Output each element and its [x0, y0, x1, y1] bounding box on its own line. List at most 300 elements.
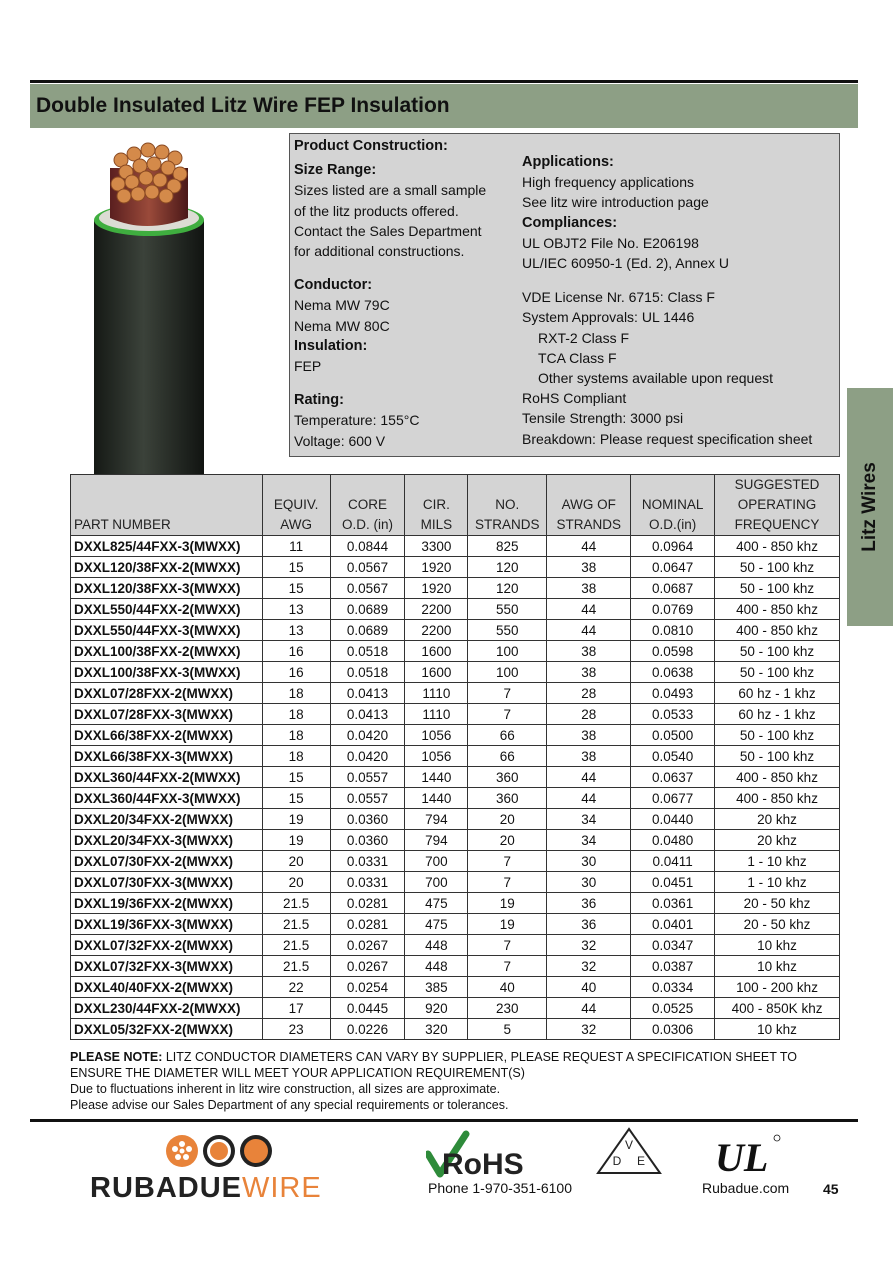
table-row — [71, 914, 840, 935]
table-cell: 400 - 850 khz — [715, 599, 840, 620]
table-cell: 21.5 — [262, 935, 330, 956]
column-header-line: CORE — [347, 497, 387, 512]
table-cell: 120 — [468, 557, 547, 578]
table-cell: 100 — [468, 641, 547, 662]
table-cell: 1110 — [405, 683, 468, 704]
size-range-line: of the litz products offered. — [294, 202, 459, 219]
part-number-cell: DXXL19/36FXX-3(MWXX) — [71, 914, 263, 935]
wordmark-rubadue: RUBADUE — [90, 1172, 242, 1204]
table-cell: 15 — [262, 767, 330, 788]
column-header-line: AWG — [280, 517, 312, 532]
table-cell: 15 — [262, 788, 330, 809]
rohs-text: RoHS — [442, 1148, 524, 1180]
table-cell: 0.0413 — [330, 704, 405, 725]
rohs-logo-icon — [426, 1130, 538, 1180]
table-cell: 22 — [262, 977, 330, 998]
table-cell: 36 — [547, 914, 631, 935]
rubadue-logo-icon — [164, 1133, 274, 1169]
table-cell: 100 — [468, 662, 547, 683]
part-number-cell: DXXL100/38FXX-2(MWXX) — [71, 641, 263, 662]
spec-left-column — [294, 136, 516, 451]
table-row — [71, 620, 840, 641]
vde-logo-icon — [596, 1127, 662, 1177]
table-cell: 0.0445 — [330, 998, 405, 1019]
conductor-heading: Conductor: — [294, 277, 373, 294]
table-cell: 0.0226 — [330, 1019, 405, 1040]
approvals-indented-line: RXT-2 Class F — [538, 329, 630, 346]
table-row — [71, 830, 840, 851]
size-range-line: Sizes listed are a small sample — [294, 182, 487, 199]
table-cell: 0.0420 — [330, 725, 405, 746]
table-cell: 794 — [405, 809, 468, 830]
table-cell: 550 — [468, 620, 547, 641]
product-construction-box — [289, 133, 840, 457]
product-construction-heading: Product Construction: — [294, 138, 448, 154]
table-cell: 40 — [468, 977, 547, 998]
table-cell: 50 - 100 khz — [715, 746, 840, 767]
table-cell: 230 — [468, 998, 547, 1019]
table-cell: 13 — [262, 620, 330, 641]
page-number: 45 — [823, 1181, 839, 1197]
table-cell: 1056 — [405, 746, 468, 767]
table-cell: 28 — [547, 683, 631, 704]
table-cell: 920 — [405, 998, 468, 1019]
table-cell: 11 — [262, 536, 330, 557]
table-cell: 20 — [262, 872, 330, 893]
table-cell: 1440 — [405, 767, 468, 788]
table-header-row — [71, 475, 840, 536]
table-cell: 2200 — [405, 599, 468, 620]
table-cell: 44 — [547, 536, 631, 557]
table-cell: 700 — [405, 872, 468, 893]
table-cell: 0.0267 — [330, 956, 405, 977]
part-number-cell: DXXL07/30FXX-2(MWXX) — [71, 851, 263, 872]
table-cell: 0.0689 — [330, 599, 405, 620]
column-header-line: O.D. (in) — [341, 517, 393, 532]
table-cell: 20 khz — [715, 809, 840, 830]
table-cell: 0.0413 — [330, 683, 405, 704]
part-number-cell: DXXL360/44FXX-3(MWXX) — [71, 788, 263, 809]
table-cell: 0.0360 — [330, 830, 405, 851]
column-header-line: O.D.(in) — [649, 517, 697, 532]
table-cell: 44 — [547, 788, 631, 809]
table-row — [71, 956, 840, 977]
table-cell: 3300 — [405, 536, 468, 557]
table-cell: 550 — [468, 599, 547, 620]
table-cell: 19 — [468, 893, 547, 914]
table-row — [71, 704, 840, 725]
table-cell: 7 — [468, 935, 547, 956]
table-cell: 66 — [468, 725, 547, 746]
compliances-line: UL OBJT2 File No. E206198 — [522, 234, 699, 251]
column-header-line: EQUIV. — [273, 497, 319, 512]
table-cell: 0.0361 — [631, 893, 715, 914]
table-cell: 0.0810 — [631, 620, 715, 641]
table-cell: 20 khz — [715, 830, 840, 851]
final-line: Tensile Strength: 3000 psi — [522, 410, 684, 427]
ul-logo-icon — [713, 1133, 783, 1177]
table-cell: 38 — [547, 578, 631, 599]
approvals-indented-line: TCA Class F — [538, 349, 617, 366]
table-cell: 700 — [405, 851, 468, 872]
part-number-cell: DXXL120/38FXX-2(MWXX) — [71, 557, 263, 578]
table-cell: 50 - 100 khz — [715, 557, 840, 578]
note-line: Due to fluctuations inherent in litz wire construction, all sizes are approximate. — [70, 1082, 501, 1096]
table-cell: 20 - 50 khz — [715, 893, 840, 914]
table-cell: 400 - 850 khz — [715, 536, 840, 557]
table-cell: 0.0647 — [631, 557, 715, 578]
table-cell: 0.0451 — [631, 872, 715, 893]
table-cell: 475 — [405, 893, 468, 914]
table-cell: 794 — [405, 830, 468, 851]
rating-line: Voltage: 600 V — [294, 432, 386, 449]
applications-line: High frequency applications — [522, 174, 694, 191]
column-header-line: SUGGESTED — [734, 477, 820, 492]
column-header-line: AWG OF — [561, 497, 616, 512]
table-cell: 0.0844 — [330, 536, 405, 557]
table-row — [71, 683, 840, 704]
table-cell: 34 — [547, 809, 631, 830]
table-cell: 0.0411 — [631, 851, 715, 872]
table-cell: 50 - 100 khz — [715, 578, 840, 599]
table-cell: 400 - 850 khz — [715, 767, 840, 788]
column-header — [262, 475, 330, 536]
table-cell: 1110 — [405, 704, 468, 725]
table-cell: 0.0493 — [631, 683, 715, 704]
note-line: Please advise our Sales Department of any special requirements or tolerances. — [70, 1098, 509, 1112]
table-cell: 0.0964 — [631, 536, 715, 557]
table-cell: 19 — [262, 809, 330, 830]
table-cell: 38 — [547, 641, 631, 662]
column-header-line: NOMINAL — [641, 497, 704, 512]
table-cell: 0.0331 — [330, 851, 405, 872]
part-number-cell: DXXL40/40FXX-2(MWXX) — [71, 977, 263, 998]
table-cell: 1440 — [405, 788, 468, 809]
table-cell: 825 — [468, 536, 547, 557]
table-cell: 0.0387 — [631, 956, 715, 977]
table-cell: 0.0598 — [631, 641, 715, 662]
table-cell: 448 — [405, 956, 468, 977]
wordmark-wire: WIRE — [242, 1172, 322, 1204]
insulation-heading: Insulation: — [294, 337, 368, 354]
table-cell: 19 — [468, 914, 547, 935]
table-row — [71, 725, 840, 746]
column-header-line: FREQUENCY — [734, 517, 820, 532]
part-number-cell: DXXL07/28FXX-2(MWXX) — [71, 683, 263, 704]
table-cell: 44 — [547, 620, 631, 641]
approvals-line: VDE License Nr. 6715: Class F — [522, 289, 715, 306]
column-header — [547, 475, 631, 536]
table-cell: 18 — [262, 746, 330, 767]
rating-line: Temperature: 155°C — [294, 412, 420, 429]
table-cell: 32 — [547, 1019, 631, 1040]
table-cell: 2200 — [405, 620, 468, 641]
table-cell: 0.0334 — [631, 977, 715, 998]
table-cell: 0.0518 — [330, 641, 405, 662]
column-header-line: OPERATING — [737, 497, 817, 512]
table-cell: 475 — [405, 914, 468, 935]
table-cell: 0.0347 — [631, 935, 715, 956]
table-body — [71, 536, 840, 1040]
final-line: Breakdown: Please request specification sheet — [522, 430, 813, 447]
table-cell: 13 — [262, 599, 330, 620]
part-number-cell: DXXL07/30FXX-3(MWXX) — [71, 872, 263, 893]
table-cell: 10 khz — [715, 956, 840, 977]
table-cell: 38 — [547, 725, 631, 746]
table-cell: 0.0689 — [330, 620, 405, 641]
column-header-line: CIR. — [422, 497, 450, 512]
table-row — [71, 809, 840, 830]
column-header — [715, 475, 840, 536]
table-cell: 0.0518 — [330, 662, 405, 683]
please-note — [70, 1049, 850, 1081]
column-header — [631, 475, 715, 536]
table-cell: 23 — [262, 1019, 330, 1040]
part-number-cell: DXXL100/38FXX-3(MWXX) — [71, 662, 263, 683]
table-cell: 0.0677 — [631, 788, 715, 809]
table-cell: 448 — [405, 935, 468, 956]
table-cell: 40 — [547, 977, 631, 998]
page-title: Double Insulated Litz Wire FEP Insulation — [36, 94, 450, 117]
column-header — [468, 475, 547, 536]
table-cell: 0.0540 — [631, 746, 715, 767]
column-header — [71, 475, 263, 536]
table-cell: 100 - 200 khz — [715, 977, 840, 998]
column-header-line: STRANDS — [556, 517, 621, 532]
table-cell: 18 — [262, 704, 330, 725]
table-cell: 44 — [547, 998, 631, 1019]
table-cell: 34 — [547, 830, 631, 851]
bottom-rule — [30, 1119, 858, 1122]
table-cell: 60 hz - 1 khz — [715, 683, 840, 704]
table-cell: 0.0557 — [330, 767, 405, 788]
column-header-line: PART NUMBER — [74, 517, 171, 532]
table-cell: 0.0533 — [631, 704, 715, 725]
applications-line: See litz wire introduction page — [522, 194, 709, 211]
part-number-cell: DXXL05/32FXX-2(MWXX) — [71, 1019, 263, 1040]
table-cell: 21.5 — [262, 914, 330, 935]
table-cell: 36 — [547, 893, 631, 914]
part-number-cell: DXXL20/34FXX-3(MWXX) — [71, 830, 263, 851]
table-cell: 7 — [468, 851, 547, 872]
table-cell: 400 - 850K khz — [715, 998, 840, 1019]
table-cell: 18 — [262, 725, 330, 746]
table-row — [71, 662, 840, 683]
table-cell: 360 — [468, 788, 547, 809]
table-cell: 38 — [547, 662, 631, 683]
part-number-cell: DXXL19/36FXX-2(MWXX) — [71, 893, 263, 914]
final-line: RoHS Compliant — [522, 390, 627, 407]
table-cell: 21.5 — [262, 893, 330, 914]
table-cell: 20 - 50 khz — [715, 914, 840, 935]
table-cell: 120 — [468, 578, 547, 599]
table-row — [71, 536, 840, 557]
column-header-line: STRANDS — [475, 517, 540, 532]
table-cell: 400 - 850 khz — [715, 620, 840, 641]
column-header-line: MILS — [420, 517, 453, 532]
table-row — [71, 578, 840, 599]
table-cell: 32 — [547, 935, 631, 956]
table-cell: 50 - 100 khz — [715, 725, 840, 746]
website-link[interactable]: Rubadue.com — [702, 1180, 790, 1196]
conductor-line: Nema MW 80C — [294, 317, 390, 334]
part-number-cell: DXXL230/44FXX-2(MWXX) — [71, 998, 263, 1019]
part-number-cell: DXXL07/28FXX-3(MWXX) — [71, 704, 263, 725]
table-cell: 1600 — [405, 662, 468, 683]
side-tab — [847, 388, 893, 626]
table-cell: 60 hz - 1 khz — [715, 704, 840, 725]
table-cell: 10 khz — [715, 935, 840, 956]
table-cell: 0.0281 — [330, 914, 405, 935]
table-cell: 1 - 10 khz — [715, 872, 840, 893]
table-cell: 19 — [262, 830, 330, 851]
please-note-label: PLEASE NOTE: — [70, 1050, 163, 1064]
compliances-heading: Compliances: — [522, 214, 618, 231]
table-cell: 0.0420 — [330, 746, 405, 767]
table-cell: 7 — [468, 683, 547, 704]
approvals-line: System Approvals: UL 1446 — [522, 309, 695, 326]
table-cell: 0.0500 — [631, 725, 715, 746]
table-cell: 21.5 — [262, 956, 330, 977]
table-cell: 20 — [262, 851, 330, 872]
table-cell: 0.0360 — [330, 809, 405, 830]
size-range-heading: Size Range: — [294, 162, 377, 179]
part-number-cell: DXXL550/44FXX-2(MWXX) — [71, 599, 263, 620]
rating-heading: Rating: — [294, 392, 344, 409]
table-cell: 16 — [262, 641, 330, 662]
table-cell: 30 — [547, 851, 631, 872]
table-row — [71, 1019, 840, 1040]
table-cell: 360 — [468, 767, 547, 788]
table-cell: 0.0267 — [330, 935, 405, 956]
table-cell: 44 — [547, 599, 631, 620]
table-row — [71, 746, 840, 767]
part-number-cell: DXXL66/38FXX-2(MWXX) — [71, 725, 263, 746]
table-cell: 0.0567 — [330, 578, 405, 599]
table-cell: 7 — [468, 704, 547, 725]
table-cell: 0.0769 — [631, 599, 715, 620]
table-cell: 1920 — [405, 578, 468, 599]
applications-heading: Applications: — [522, 154, 614, 170]
table-cell: 0.0687 — [631, 578, 715, 599]
table-cell: 0.0306 — [631, 1019, 715, 1040]
part-number-cell: DXXL20/34FXX-2(MWXX) — [71, 809, 263, 830]
column-header — [330, 475, 405, 536]
table-cell: 0.0440 — [631, 809, 715, 830]
part-number-cell: DXXL07/32FXX-2(MWXX) — [71, 935, 263, 956]
approvals-indented-line: Other systems available upon request — [538, 370, 774, 387]
part-number-cell: DXXL825/44FXX-3(MWXX) — [71, 536, 263, 557]
table-cell: 20 — [468, 809, 547, 830]
table-cell: 400 - 850 khz — [715, 788, 840, 809]
table-cell: 18 — [262, 683, 330, 704]
rubadue-wordmark — [90, 1172, 322, 1205]
table-row — [71, 893, 840, 914]
part-number-cell: DXXL07/32FXX-3(MWXX) — [71, 956, 263, 977]
table-cell: 50 - 100 khz — [715, 641, 840, 662]
table-row — [71, 641, 840, 662]
vde-letter-d: D — [612, 1154, 622, 1168]
vde-letter-e: E — [636, 1154, 646, 1168]
part-number-cell: DXXL360/44FXX-2(MWXX) — [71, 767, 263, 788]
table-row — [71, 977, 840, 998]
table-cell: 7 — [468, 872, 547, 893]
table-cell: 0.0567 — [330, 557, 405, 578]
part-number-cell: DXXL120/38FXX-3(MWXX) — [71, 578, 263, 599]
table-row — [71, 557, 840, 578]
compliances-line: UL/IEC 60950-1 (Ed. 2), Annex U — [522, 255, 729, 272]
table-cell: 385 — [405, 977, 468, 998]
table-cell: 30 — [547, 872, 631, 893]
table-cell: 0.0557 — [330, 788, 405, 809]
table-cell: 16 — [262, 662, 330, 683]
table-cell: 0.0480 — [631, 830, 715, 851]
top-rule — [30, 80, 858, 83]
table-cell: 7 — [468, 956, 547, 977]
table-cell: 1920 — [405, 557, 468, 578]
vde-letter-v: V — [624, 1138, 634, 1152]
column-header-line: NO. — [495, 497, 520, 512]
please-note-text: LITZ CONDUCTOR DIAMETERS CAN VARY BY SUPPLIER, PLEASE REQUEST A SPECIFICATION SHEET TO ENSURE THE DIAMETER WILL MEET YOUR APPLICATION REQUIREMENT(S) — [70, 1050, 798, 1080]
table-row — [71, 851, 840, 872]
insulation-value: FEP — [294, 358, 322, 375]
table-cell: 66 — [468, 746, 547, 767]
table-cell: 17 — [262, 998, 330, 1019]
table-cell: 15 — [262, 578, 330, 599]
column-header — [405, 475, 468, 536]
table-cell: 0.0401 — [631, 914, 715, 935]
notes — [70, 1049, 850, 1113]
table-cell: 0.0254 — [330, 977, 405, 998]
table-row — [71, 599, 840, 620]
table-row — [71, 998, 840, 1019]
table-cell: 44 — [547, 767, 631, 788]
table-cell: 1600 — [405, 641, 468, 662]
table-row — [71, 788, 840, 809]
table-cell: 32 — [547, 956, 631, 977]
title-bar — [30, 84, 858, 128]
size-range-line: Contact the Sales Department — [294, 222, 482, 239]
side-tab-label: Litz Wires — [859, 462, 880, 552]
table-cell: 10 khz — [715, 1019, 840, 1040]
table-cell: 50 - 100 khz — [715, 662, 840, 683]
table-row — [71, 935, 840, 956]
table-cell: 15 — [262, 557, 330, 578]
table-cell: 5 — [468, 1019, 547, 1040]
part-number-cell: DXXL550/44FXX-3(MWXX) — [71, 620, 263, 641]
table-cell: 0.0637 — [631, 767, 715, 788]
table-cell: 1056 — [405, 725, 468, 746]
ul-text: UL — [715, 1135, 769, 1177]
table-cell: 20 — [468, 830, 547, 851]
table-cell: 38 — [547, 557, 631, 578]
size-range-line: for additional constructions. — [294, 243, 465, 260]
table-row — [71, 767, 840, 788]
phone-number: Phone 1-970-351-6100 — [428, 1180, 573, 1196]
table-cell: 1 - 10 khz — [715, 851, 840, 872]
table-cell: 28 — [547, 704, 631, 725]
table-cell: 0.0638 — [631, 662, 715, 683]
table-cell: 320 — [405, 1019, 468, 1040]
table-cell: 0.0525 — [631, 998, 715, 1019]
table-row — [71, 872, 840, 893]
part-number-cell: DXXL66/38FXX-3(MWXX) — [71, 746, 263, 767]
conductor-line: Nema MW 79C — [294, 297, 390, 314]
table-cell: 0.0331 — [330, 872, 405, 893]
parts-table — [70, 474, 840, 1040]
spec-right-column — [522, 152, 838, 449]
table-cell: 0.0281 — [330, 893, 405, 914]
